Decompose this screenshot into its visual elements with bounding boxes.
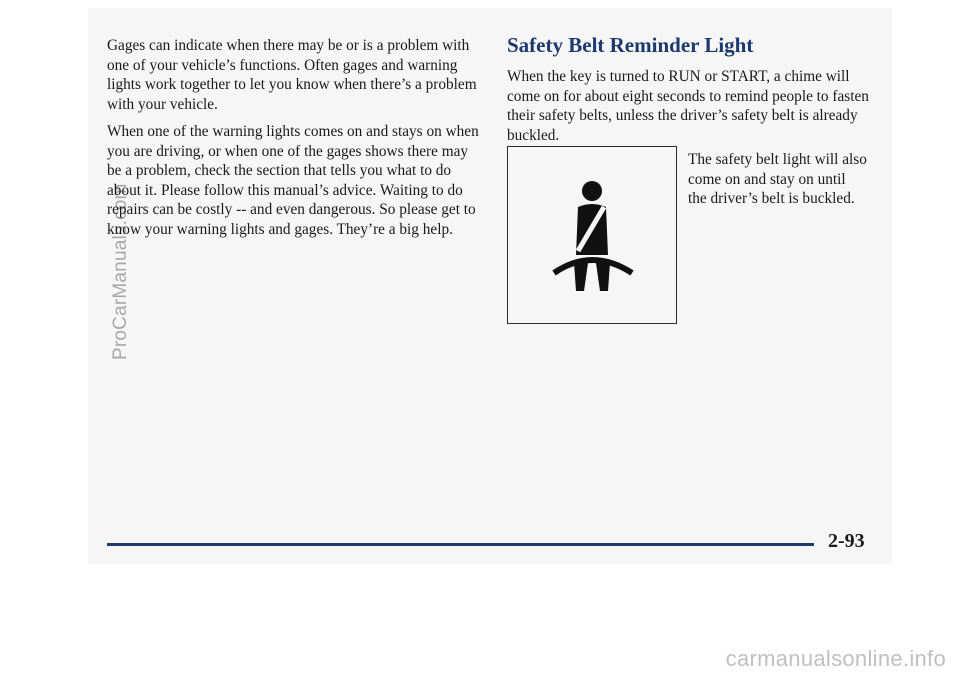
page-number: 2-93	[828, 530, 865, 552]
paragraph-gages-intro: Gages can indicate when there may be or is a problem with one of your vehicle’s functions. Often gages and warning lights work together to let you know when there’s a problem with your vehicle.	[107, 37, 477, 113]
side-watermark: ProCarManuals.com	[110, 183, 131, 360]
section-intro: When the key is turned to RUN or START, a chime will come on for about eight seconds to remind people to fasten their safety belts, unless the driver’s safety belt is already buckled.	[507, 68, 869, 144]
bottom-watermark: carmanualsonline.info	[725, 646, 946, 671]
seatbelt-icon-box	[507, 146, 677, 324]
side-note: The safety belt light will also come on and stay on until the driver’s belt is buckled.	[688, 151, 867, 207]
seatbelt-icon	[548, 177, 638, 297]
footer-rule	[107, 543, 814, 546]
right-column	[507, 32, 877, 145]
left-column	[107, 36, 479, 247]
section-heading: Safety Belt Reminder Light	[507, 33, 754, 57]
paragraph-warning-lights: When one of the warning lights comes on and stays on when you are driving, or when one of the gages shows there may be a problem, check the section that tells you what to do about it. Please follow this manual’s advice. Waiting to do repairs can be costly -- and even dangerous. So please get to know your warning lights and gages. They’re a big help.	[107, 123, 479, 238]
